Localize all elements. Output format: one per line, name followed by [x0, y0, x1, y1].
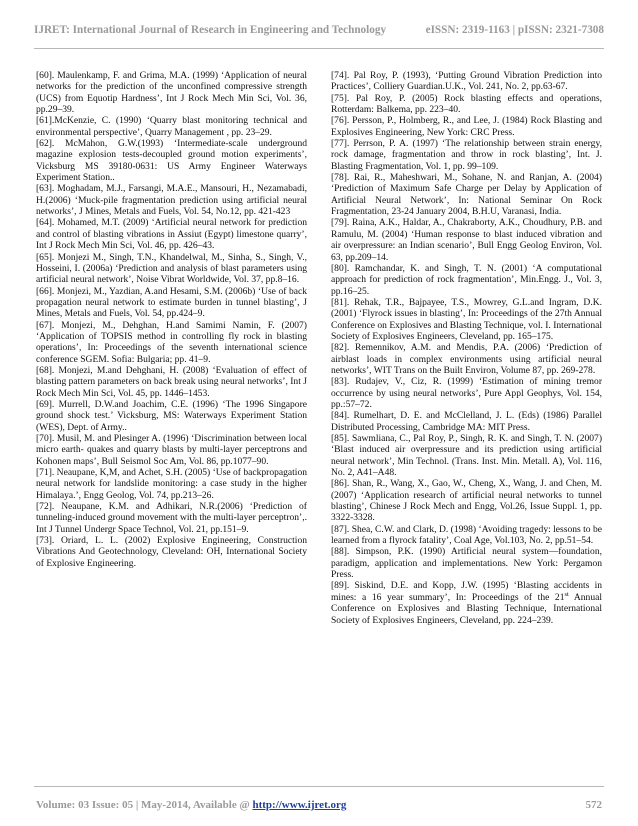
reference-89-text-cont: Annual Conference on Explosives and Blasting Technique, International Society of Explosives Engineers, Cleveland, pp. 224–239. [331, 591, 602, 626]
reference-item: [74]. Pal Roy, P. (1993), ‘Putting Ground Vibration Prediction into Practices’, Colliery Guardian.U.K., Vol. 241, No. 2, pp.63-67. [331, 70, 602, 93]
ordinal-suffix: st [564, 590, 569, 598]
reference-item: [66]. Monjezi, M., Yazdian, A.and Hesami, S.M. (2006b) ‘Use of back propagation neural network to estimate burden in tunnel blasting’, J Mines, Metals and Fuels, Vol. 54, pp.424–9. [36, 285, 307, 320]
reference-item: [85]. Sawmliana, C., Pal Roy, P., Singh, R. K. and Singh, T. N. (2007) ‘Blast induced air overpressure and its prediction using artificial neural network’, Min Technol. (Trans. Inst. Min. Metall. A), Vol. 116, No. 2, A41–A48. [331, 433, 602, 479]
reference-item: [63]. Moghadam, M.J., Farsangi, M.A.E., Mansouri, H., Nezamabadi, H.(2006) ‘Muck-pile fragmentation prediction using artificial neural networks’, J Mines, Metals and Fuels, Vol. 54, No.12, pp. 421-423 [36, 183, 307, 218]
reference-item: [77]. Perrson, P. A. (1997) ‘The relationship between strain energy, rock damage, fragmentation and throw in rock blasting’, Int. J. Blasting Fragmentation, Vol. 1, pp. 99–109. [331, 138, 602, 172]
issn-label: eISSN: 2319-1163 | pISSN: 2321-7308 [425, 24, 604, 36]
reference-item: [67]. Monjezi, M., Dehghan, H.and Samimi Namin, F. (2007) ‘Application of TOPSIS method in controlling fly rock in blasting operations’, In: Proceedings of the seventh international science conference SGEM. Sofia: Bulgaria; pp. 41–9. [36, 319, 307, 365]
reference-item: [75]. Pal Roy, P. (2005) Rock blasting effects and operations, Rotterdam: Balkema, pp. 223–40. [331, 92, 602, 116]
reference-item: [79]. Raina, A.K., Haldar, A., Chakraborty, A.K., Choudhury, P.B. and Ramulu, M. (2004) ‘Human response to blast induced vibration and air overpressure: an Indian scenario’, Bull Engg Geolog Environ, Vol. 63, pp.209–14. [331, 217, 602, 263]
reference-item: [71]. Neaupane, K,M, and Achet, S.H. (2005) ‘Use of backpropagation neural network for landslide monitoring: a case study in the higher Himalaya.’, Engg Geolog, Vol. 74, pp.213–26. [36, 467, 307, 501]
reference-item: [80]. Ramchandar, K. and Singh, T. N. (2001) ‘A computational approach for prediction of rock fragmentation’, Min.Engg. J., Vol. 3, pp.16–25. [331, 262, 602, 297]
reference-item: [62]. McMahon, G.W.(1993) ‘Intermediate-scale underground magazine explosion tests-decoupled ground motion experiments’, Vicksburg MS 39180-0631: US Army Engineer Waterways Experiment Station.. [36, 138, 307, 184]
page-footer [36, 799, 602, 811]
page-number: 572 [585, 799, 602, 811]
references-left-column [36, 70, 307, 770]
reference-item: [60]. Maulenkamp, F. and Grima, M.A. (1999) ‘Application of neural networks for the prediction of the unconfined compressive strength (UCS) from Equotip Hardness’, Int J Rock Mech Min Sci, Vol. 36, pp.29–39. [36, 70, 307, 116]
reference-item: [70]. Musil, M. and Plesinger A. (1996) ‘Discrimination between local micro earth- quakes and quarry blasts by multi-layer perceptrons and Kohonen maps’, Bull Seismol Soc Am, Vol. 86, pp.1077–90. [36, 433, 307, 467]
reference-item: [84]. Rumelhart, D. E. and McClelland, J. L. (Eds) (1986) Parallel Distributed Processing, Cambridge MA: MIT Press. [331, 410, 602, 433]
reference-item: [76]. Persson, P., Holmberg, R., and Lee, J. (1984) Rock Blasting and Explosives Engineering, New York: CRC Press. [331, 115, 602, 138]
references-right-column [331, 70, 602, 770]
reference-item: [86]. Shan, R., Wang, X., Gao, W., Cheng, X., Wang, J. and Chen, M. (2007) ‘Application research of artificial neural networks to tunnel blasting’, Chinese J Rock Mech and Engg, Vol.26, Issue Suppl. 1, pp. 3322-3328. [331, 478, 602, 524]
journal-title: IJRET: International Journal of Research in Engineering and Technology [34, 24, 387, 36]
reference-item: [81]. Rehak, T.R., Bajpayee, T.S., Mowrey, G.L.and Ingram, D.K. (2001) ‘Flyrock issues in blasting’, In: Proceedings of the 27th Annual Conference on Explosives and Blasting Technique, vol. I. International Society of Explosives Engineers, Cleveland, pp. 165–175. [331, 296, 602, 342]
page-header [34, 24, 604, 40]
reference-item: [78]. Rai, R., Maheshwari, M., Sohane, N. and Ranjan, A. (2004) ‘Prediction of Maximum Safe Charge per Delay by Application of Artificial Neural Network’, In: National Seminar On Rock Fragmentation, 23-24 January 2004, B.H.U, Varanasi, India. [331, 172, 602, 218]
reference-89-text: [89]. Siskind, D.E. and Kopp, J.W. (1995) ‘Blasting accidents in mines: a 16 year summary’, In: Proceedings of the 21 [331, 580, 602, 603]
reference-item: [65]. Monjezi M., Singh, T.N., Khandelwal, M., Sinha, S., Singh, V., Hosseini, I. (2006a) ‘Prediction and analysis of blast parameters using artificial neural network’, Noise Vibrat Worldwide, Vol. 37, pp.8–16. [36, 251, 307, 286]
reference-item: [83]. Rudajev, V., Ciz, R. (1999) ‘Estimation of mining tremor occurrence by using neural networks’, Pure Appl Geophys, Vol. 154, pp.:57–72. [331, 376, 602, 410]
reference-item: [64]. Mohamed, M.T. (2009) ‘Artificial neural network for prediction and control of blasting vibrations in Assiut (Egypt) limestone quarry’, Int J Rock Mech Min Sci, Vol. 46, pp. 426–43. [36, 217, 307, 252]
reference-item: [73]. Oriard, L. L. (2002) Explosive Engineering, Construction Vibrations And Geotechnology, Cleveland: OH, International Society of Explosive Engineering. [36, 535, 307, 569]
reference-item: [69]. Murrell, D.W.and Joachim, C.E. (1996) ‘The 1996 Singapore ground shock test.’ Vicksburg, MS: Waterways Experiment Station (WES), Dept. of Army.. [36, 398, 307, 433]
reference-item: [72]. Neaupane, K.M. and Adhikari, N.R.(2006) ‘Prediction of tunneling-induced ground movement with the multi-layer perceptron’,. Int J Tunnel Undergr Space Technol, Vol. 21, pp.151–9. [36, 501, 307, 535]
reference-item: [61].McKenzie, C. (1990) ‘Quarry blast monitoring technical and environmental perspective’, Quarry Management , pp. 23–29. [36, 115, 307, 138]
reference-item: [88]. Simpson, P.K. (1990) Artificial neural system—foundation, paradigm, application and implementations. New York: Pergamon Press. [331, 546, 602, 581]
footer-divider [34, 786, 604, 787]
footer-volume-info [36, 799, 346, 811]
references-body [36, 70, 602, 770]
reference-item: [68]. Monjezi, M.and Dehghani, H. (2008) ‘Evaluation of effect of blasting pattern parameters on back break using neural networks’, Int J Rock Mech Min Sci, Vol. 45, pp. 1446–1453. [36, 364, 307, 399]
reference-item-89 [331, 580, 602, 625]
footer-volume-text: Volume: 03 Issue: 05 | May-2014, Available @ [36, 799, 253, 811]
journal-website-link[interactable]: http://www.ijret.org [252, 799, 347, 811]
header-divider [34, 48, 604, 49]
reference-item: [82]. Remennikov, A.M. and Mendis, P.A. (2006) ‘Prediction of airblast loads in complex environments using artificial neural networks’, WIT Trans on the Built Environ, Volume 87, pp. 269-278. [331, 342, 602, 376]
reference-item: [87]. Shea, C.W. and Clark, D. (1998) ‘Avoiding tragedy: lessons to be learned from a flyrock fatality’, Coal Age, Vol.103, No. 2, pp.51–54. [331, 523, 602, 547]
